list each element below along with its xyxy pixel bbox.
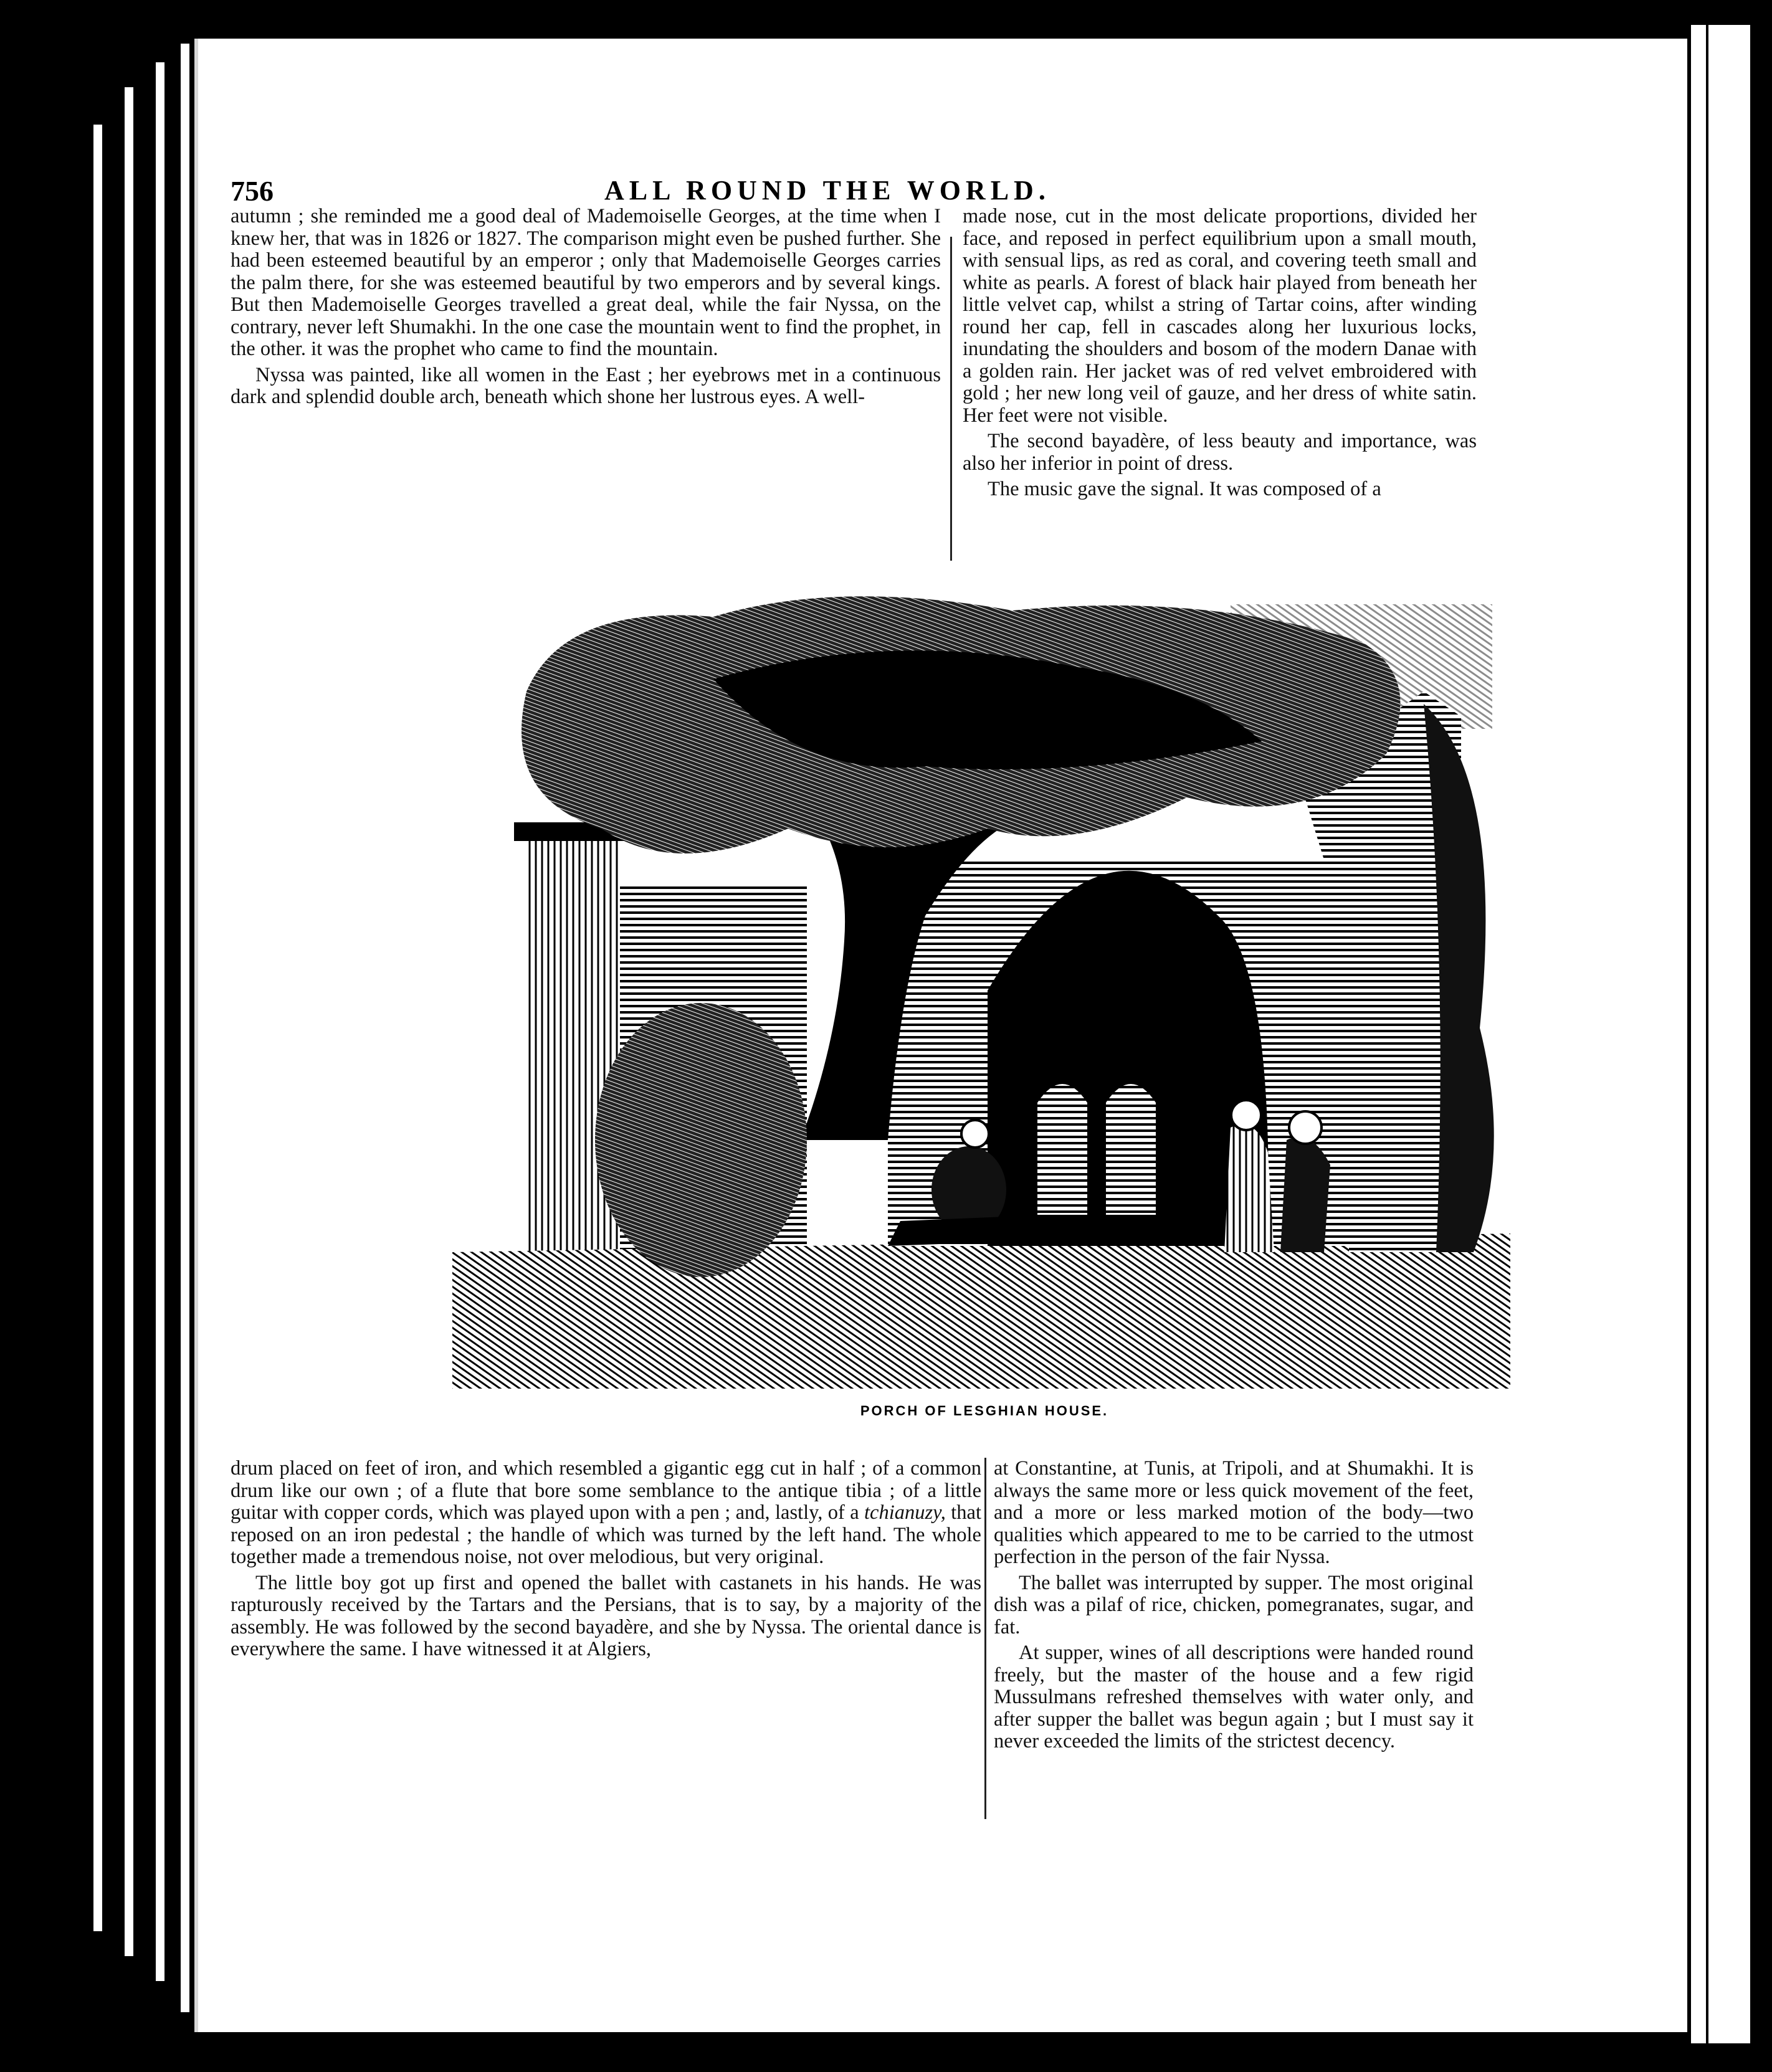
column-bottom-right [994,1458,1474,1819]
text-run: that reposed on an iron pedestal ; the handle of which was turned by the left hand. The whole together made a tremendous noise, not over melodious, but very original. [231,1501,981,1568]
page-number: 756 [231,175,274,207]
paragraph: The little boy got up first and opened the ballet with castanets in his hands. He was rapturously received by the Tartars and the Persians, that is to say, by a majority of the assembly. He was followed by the second bayadère, and she by Nyssa. The oriental dance is everywhere the same. I have witnessed it at Algiers, [231,1571,981,1660]
column-top-left [231,206,941,573]
page-edge [125,87,133,1956]
paragraph: At supper, wines of all descriptions were handed round freely, but the master of the house and a few rigid Mussulmans refreshed themselves with water only, and after supper the ballet was begun again ; but I must say it never exceeded the limits of the strictest decency. [994,1642,1474,1752]
column-rule [950,237,952,561]
column-bottom-left [231,1458,981,1819]
paragraph: made nose, cut in the most delicate proportions, divided her face, and reposed in perfect equilibrium upon a small mouth, with sensual lips, as red as coral, and covering teeth small and white as pearls. A forest of black hair played from beneath her little velvet cap, whilst a string of Tartar coins, after winding round her cap, fell in cascades along her luxurious locks, inundating the shoulders and bosom of the modern Danae with a golden rain. Her jacket was of red velvet embroidered with gold ; her new long veil of gauze, and her dress of white satin. Her feet were not visible. [963,206,1477,427]
figure-caption: PORCH OF LESGHIAN HOUSE. [860,1403,1109,1419]
paragraph: The music gave the signal. It was composed of a [988,478,1381,500]
column-top-right [963,206,1477,573]
book-binding-shadow [0,0,206,2072]
italic-term: tchianuzy, [864,1501,946,1524]
engraving-porch-illustration [452,592,1511,1389]
tower [526,829,620,1277]
page-gutter-line [1706,25,1708,2043]
text-run: drum placed on feet of iron, and which resembled a gigantic egg cut in half ; of a common drum like our own ; of a flute that bore some semblance to the antique tibia ; of a little guitar with copper cords, which was played upon with a pen ; and, lastly, of a [231,1458,981,1524]
running-title: ALL ROUND THE WORLD. [604,175,1050,206]
page-edge [93,125,102,1931]
paragraph: at Constantine, at Tunis, at Tripoli, and at Shumakhi. It is always the same more or less quick movement of the feet, and a more or less marked motion of the body—two qualities which appeared to me to be carried to the utmost perfection in the person of the fair Nyssa. [994,1458,1474,1568]
page-edge [156,62,164,1981]
paragraph: The second bayadère, of less beauty and importance, was also her inferior in point of dress. [963,430,1477,475]
page-edge [181,44,189,2012]
paragraph: autumn ; she reminded me a good deal of Mademoiselle Georges, at the time when I knew her, that was in 1826 or 1827. The comparison might even be pushed further. She had been esteemed beautiful by an emperor ; only that Mademoiselle Georges carries the palm there, for she was esteemed beautiful by two emperors and by several kings. But then Mademoiselle Georges travelled a great deal, while the fair Nyssa, on the contrary, never left Shumakhi. In the one case the mountain went to find the prophet, in the other. it was the prophet who came to find the mountain. [231,206,941,360]
column-rule [984,1458,986,1819]
paragraph: Nyssa was painted, like all women in the East ; her eyebrows met in a continuous dark and splendid double arch, beneath which shone her lustrous eyes. A well- [231,363,941,408]
facing-page-edge [1691,25,1750,2043]
paragraph: The ballet was interrupted by supper. The most original dish was a pilaf of rice, chicken, pomegranates, sugar, and fat. [994,1571,1474,1638]
paragraph [231,1458,981,1569]
